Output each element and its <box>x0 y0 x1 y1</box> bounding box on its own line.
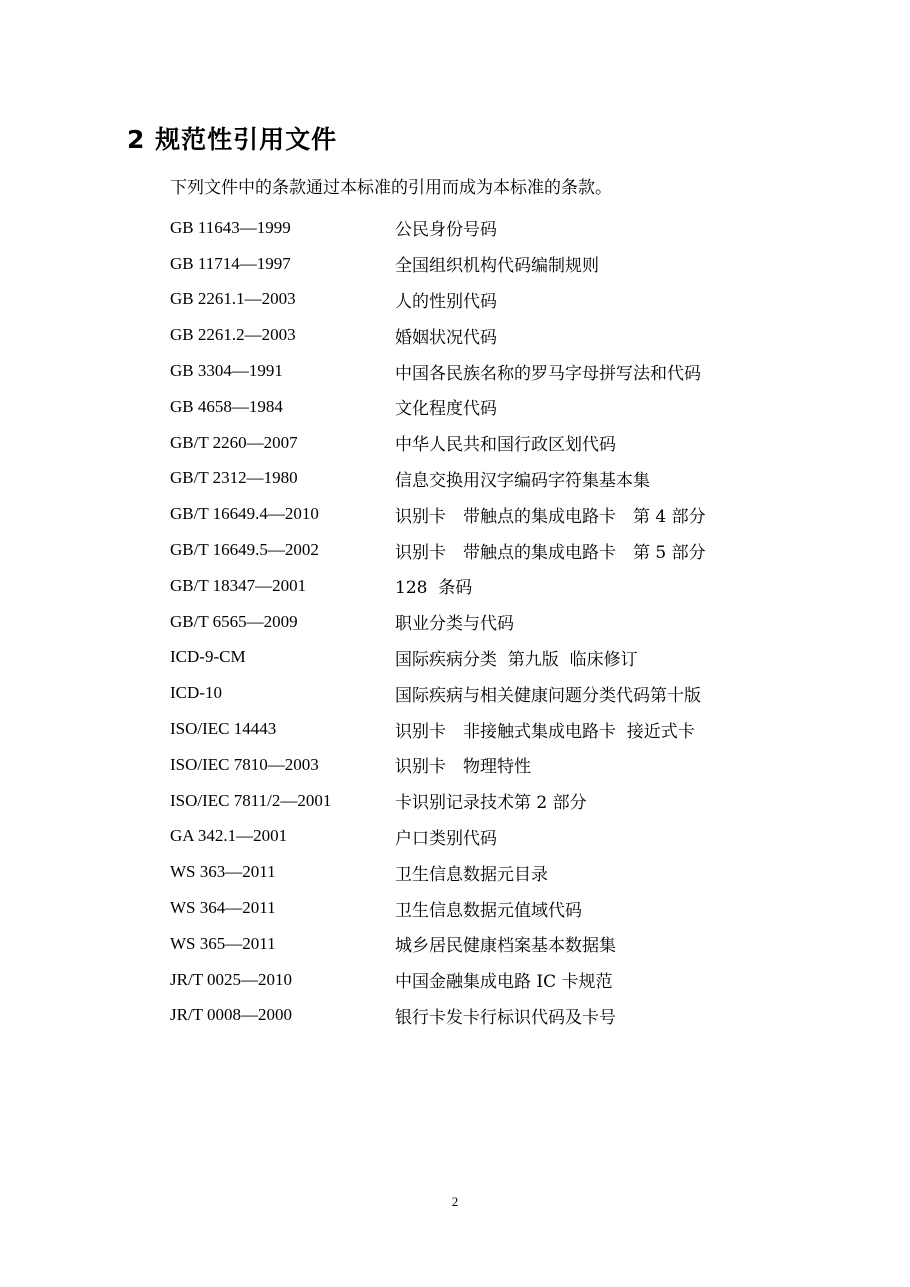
reference-title: 婚姻状况代码 <box>395 327 497 348</box>
section-intro: 下列文件中的条款通过本标准的引用而成为本标准的条款。 <box>170 178 612 198</box>
reference-code: GB/T 18347—2001 <box>170 575 307 595</box>
page-number: 2 <box>451 1194 459 1209</box>
reference-row <box>170 711 790 747</box>
reference-row <box>170 675 790 711</box>
reference-row <box>170 282 790 318</box>
reference-title: 识别卡 非接触式集成电路卡 接近式卡 <box>395 721 695 742</box>
reference-list <box>170 210 790 1033</box>
reference-row <box>170 246 790 282</box>
reference-code: GB/T 2260—2007 <box>170 432 298 452</box>
reference-title: 卫生信息数据元值域代码 <box>395 900 582 921</box>
section-heading: 2 规范性引用文件 <box>127 125 338 154</box>
reference-code: GB 4658—1984 <box>170 396 283 416</box>
reference-code: GB/T 6565—2009 <box>170 611 298 631</box>
reference-row <box>170 783 790 819</box>
reference-title: 银行卡发卡行标识代码及卡号 <box>395 1007 616 1028</box>
reference-code: WS 363—2011 <box>170 862 276 882</box>
reference-code: JR/T 0025—2010 <box>170 969 293 989</box>
reference-title: 识别卡 物理特性 <box>395 757 531 778</box>
reference-title: 中国各民族名称的罗马字母拼写法和代码 <box>395 363 701 384</box>
reference-title: 识别卡 带触点的集成电路卡 第 4 部分 <box>395 506 706 527</box>
reference-row <box>170 604 790 640</box>
reference-title: 公民身份号码 <box>395 220 497 241</box>
reference-row <box>170 425 790 461</box>
reference-row <box>170 890 790 926</box>
reference-row <box>170 568 790 604</box>
reference-row <box>170 532 790 568</box>
reference-code: GB 2261.1—2003 <box>170 289 296 309</box>
reference-title: 卫生信息数据元目录 <box>395 864 548 885</box>
reference-row <box>170 926 790 962</box>
reference-title: 中国金融集成电路 IC 卡规范 <box>395 972 613 993</box>
reference-title: 户口类别代码 <box>395 828 497 849</box>
reference-row <box>170 461 790 497</box>
reference-title: 中华人民共和国行政区划代码 <box>395 435 616 456</box>
reference-title: 信息交换用汉字编码字符集基本集 <box>395 470 650 491</box>
reference-row <box>170 353 790 389</box>
reference-title: 人的性别代码 <box>395 291 497 312</box>
reference-code: ISO/IEC 7810—2003 <box>170 754 319 774</box>
reference-row <box>170 819 790 855</box>
reference-title: 国际疾病与相关健康问题分类代码第十版 <box>395 685 701 706</box>
reference-code: JR/T 0008—2000 <box>170 1005 293 1025</box>
reference-row <box>170 747 790 783</box>
reference-row <box>170 496 790 532</box>
reference-title: 文化程度代码 <box>395 399 497 420</box>
reference-code: GB 11643—1999 <box>170 217 291 237</box>
reference-row <box>170 317 790 353</box>
reference-code: GB/T 16649.4—2010 <box>170 504 319 524</box>
reference-row <box>170 210 790 246</box>
reference-code: WS 365—2011 <box>170 933 276 953</box>
reference-code: ICD-10 <box>170 683 222 703</box>
reference-code: GB/T 16649.5—2002 <box>170 540 319 560</box>
reference-row <box>170 640 790 676</box>
reference-title: 128 条码 <box>395 578 473 599</box>
reference-code: ISO/IEC 7811/2—2001 <box>170 790 332 810</box>
reference-code: GB 11714—1997 <box>170 253 291 273</box>
reference-row <box>170 854 790 890</box>
reference-title: 识别卡 带触点的集成电路卡 第 5 部分 <box>395 542 706 563</box>
reference-code: ISO/IEC 14443 <box>170 719 277 739</box>
reference-row <box>170 998 790 1034</box>
reference-title: 职业分类与代码 <box>395 614 514 635</box>
reference-title: 城乡居民健康档案基本数据集 <box>395 936 616 957</box>
reference-code: GA 342.1—2001 <box>170 826 288 846</box>
reference-code: GB 2261.2—2003 <box>170 325 296 345</box>
reference-row <box>170 389 790 425</box>
reference-title: 卡识别记录技术第 2 部分 <box>395 793 587 814</box>
reference-code: GB 3304—1991 <box>170 361 283 381</box>
reference-row <box>170 962 790 998</box>
reference-title: 全国组织机构代码编制规则 <box>395 256 599 277</box>
reference-code: ICD-9-CM <box>170 647 246 667</box>
reference-code: GB/T 2312—1980 <box>170 468 298 488</box>
reference-code: WS 364—2011 <box>170 898 276 918</box>
reference-title: 国际疾病分类 第九版 临床修订 <box>395 649 638 670</box>
